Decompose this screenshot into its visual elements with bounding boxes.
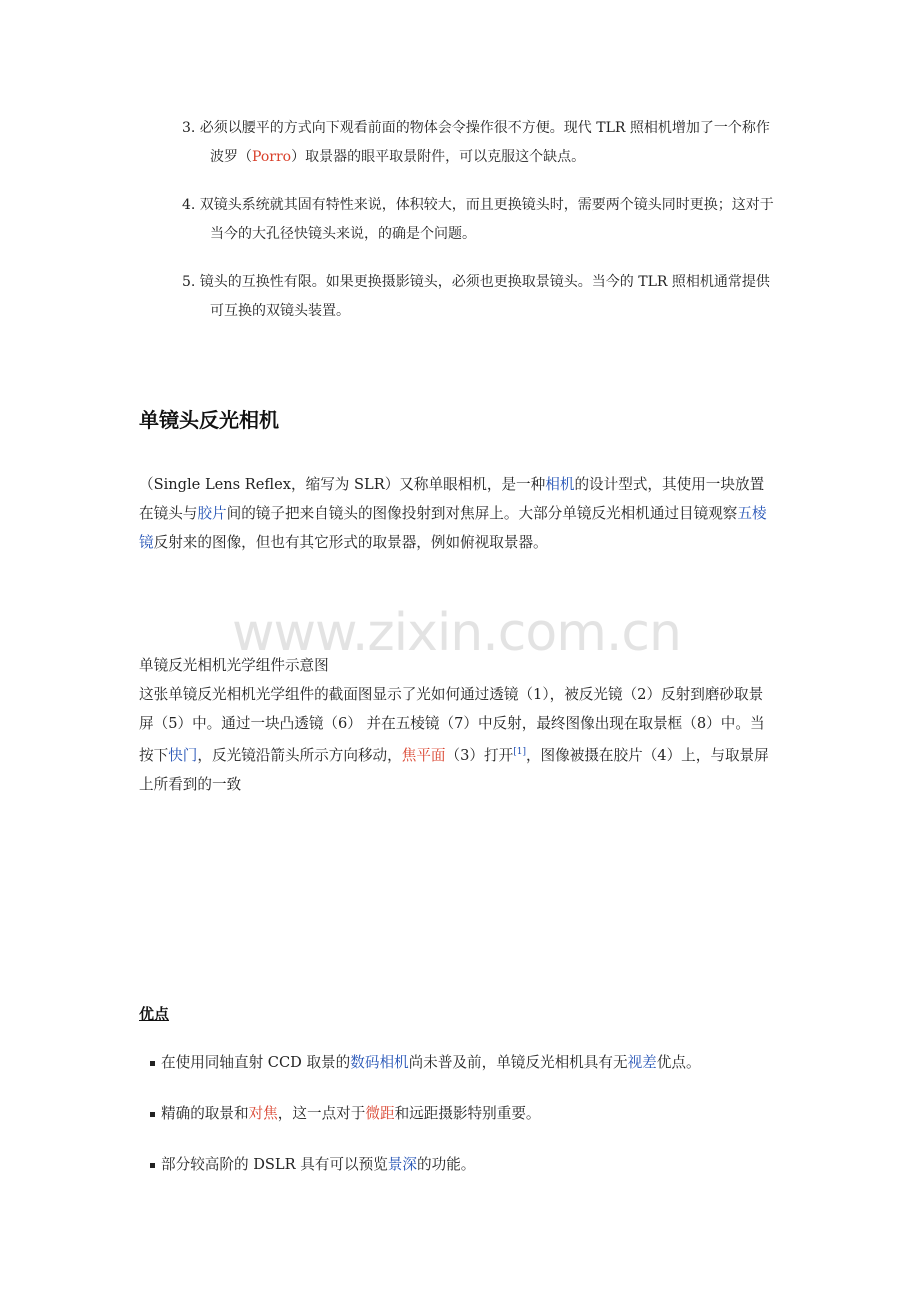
figure-caption: 单镜反光相机光学组件示意图 — [139, 657, 329, 674]
parallax-link[interactable]: 视差 — [627, 1054, 657, 1071]
shutter-link[interactable]: 快门 — [168, 746, 198, 764]
watermark: www.zixin.com.cn — [232, 603, 681, 663]
depth-of-field-link[interactable]: 景深 — [387, 1156, 417, 1173]
list-item: 4. 双镜头系统就其固有特性来说，体积较大，而且更换镜头时，需要两个镜头同时更换；这对于当今的大孔径快镜头来说，的确是个问题。 — [182, 197, 774, 242]
bullet-icon — [150, 1112, 155, 1117]
digital-camera-link[interactable]: 数码相机 — [350, 1054, 409, 1071]
porro-link[interactable]: Porro — [252, 149, 292, 165]
pros-list — [150, 1048, 790, 1201]
list-item: 在使用同轴直射 CCD 取景的数码相机尚未普及前，单镜反光相机具有无视差优点。 — [150, 1048, 790, 1078]
list-item: 3. 必须以腰平的方式向下观看前面的物体会令操作很不方便。现代 TLR 照相机增加了一个称作波罗（Porro）取景器的眼平取景附件，可以克服这个缺点。 — [182, 120, 770, 165]
macro-link[interactable]: 微距 — [365, 1105, 395, 1122]
film-link[interactable]: 胶片 — [197, 505, 227, 522]
bullet-icon — [150, 1061, 155, 1066]
tlr-disadvantages-list — [182, 114, 782, 345]
section-heading: 单镜头反光相机 — [139, 408, 279, 432]
bullet-icon — [150, 1163, 155, 1168]
pentaprism-link[interactable]: 五棱镜 — [139, 505, 767, 551]
reference-link[interactable]: [1] — [513, 747, 526, 757]
focus-link[interactable]: 对焦 — [248, 1105, 278, 1122]
pros-heading: 优点 — [139, 1005, 170, 1023]
list-item: 精确的取景和对焦，这一点对于微距和远距摄影特别重要。 — [150, 1099, 790, 1129]
list-item: 部分较高阶的 DSLR 具有可以预览景深的功能。 — [150, 1150, 790, 1180]
figure-description: 这张单镜反光相机光学组件的截面图显示了光如何通过透镜（1），被反光镜（2）反射到磨砂取景屏（5）中。通过一块凸透镜（6） 并在五棱镜（7）中反射，最终图像出现在取景框（8）中。当按下快门，反光镜沿箭头所示方向移动，焦平面（3）打开[1]，图像被摄在胶片（4）上，与取景屏上所看到的一致 — [139, 686, 769, 793]
list-item: 5. 镜头的互换性有限。如果更换摄影镜头，必须也更换取景镜头。当今的 TLR 照相机通常提供可互换的双镜头装置。 — [182, 274, 770, 319]
camera-link[interactable]: 相机 — [545, 476, 575, 493]
focal-plane-link[interactable]: 焦平面 — [401, 746, 446, 764]
intro-paragraph: （Single Lens Reflex，缩写为 SLR）又称单眼相机，是一种相机的设计型式，其使用一块放置在镜头与胶片间的镜子把来自镜头的图像投射到对焦屏上。大部分单镜反光相机通过目镜观察五棱镜反射来的图像，但也有其它形式的取景器，例如俯视取景器。 — [139, 476, 767, 551]
